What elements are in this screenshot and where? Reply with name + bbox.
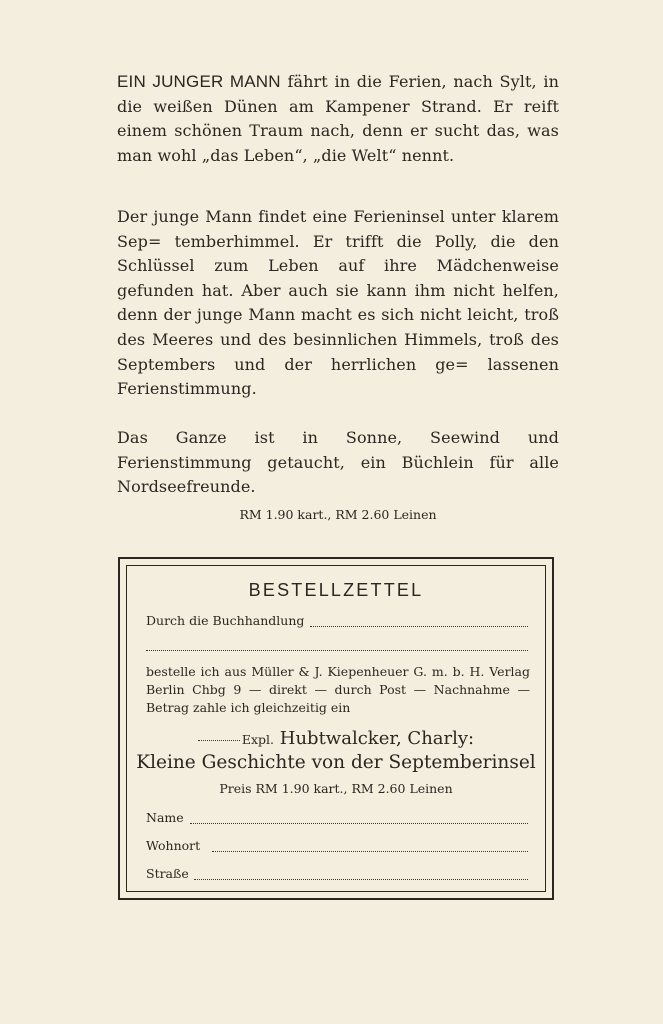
bookshop-field-continuation[interactable] <box>146 650 528 651</box>
author-line <box>118 728 554 749</box>
bookshop-field[interactable] <box>310 626 528 627</box>
name-label: Name <box>146 810 184 825</box>
paragraph-1-text: fährt in die Ferien, nach Sylt, in die weißen Dünen am Kampener Strand. Er reift einem schönen Traum nach, denn er sucht das, was man wohl „das Leben“, „die Welt“ nennt. <box>117 72 559 165</box>
description-paragraph-2: Der junge Mann findet eine Ferieninsel unter klarem Sep= temberhimmel. Er trifft die Polly, die den Schlüssel zum Leben auf ihre Mädchenweise gefunden hat. Aber auch sie kann ihm nicht helfen, denn der junge Mann macht es sich nicht leicht, troß des Meeres und des besinnlichen Himmels, troß des Septembers und der herrlichen ge= lassenen Ferienstimmung. <box>117 207 559 399</box>
copies-label: Expl. <box>241 732 275 747</box>
author-name: Hubtwalcker, Charly: <box>279 728 475 749</box>
book-price: Preis RM 1.90 kart., RM 2.60 Leinen <box>219 781 453 796</box>
name-field[interactable] <box>190 823 528 824</box>
copies-field[interactable] <box>198 740 240 741</box>
residence-label: Wohnort <box>146 838 201 853</box>
street-field[interactable] <box>194 879 528 880</box>
lead-in-caps: EIN JUNGER MANN <box>117 72 281 91</box>
book-title: Kleine Geschichte von der Septemberinsel <box>136 752 536 773</box>
residence-field[interactable] <box>212 851 528 852</box>
bookshop-label: Durch die Buchhandlung <box>146 613 305 628</box>
street-label: Straße <box>146 866 189 881</box>
price-line: RM 1.90 kart., RM 2.60 Leinen <box>239 507 437 522</box>
description-paragraph-3: Das Ganze ist in Sonne, Seewind und Ferienstimmung getaucht, ein Büchlein für alle Nordseefreunde. <box>117 428 559 497</box>
order-form-title: BESTELLZETTEL <box>248 580 424 600</box>
description-paragraph-1 <box>117 70 559 168</box>
order-statement: bestelle ich aus Müller & J. Kiepenheuer G. m. b. H. Verlag Berlin Chbg 9 — direkt — durch Post — Nachnahme — Betrag zahle ich gleichzeitig ein <box>146 664 530 716</box>
